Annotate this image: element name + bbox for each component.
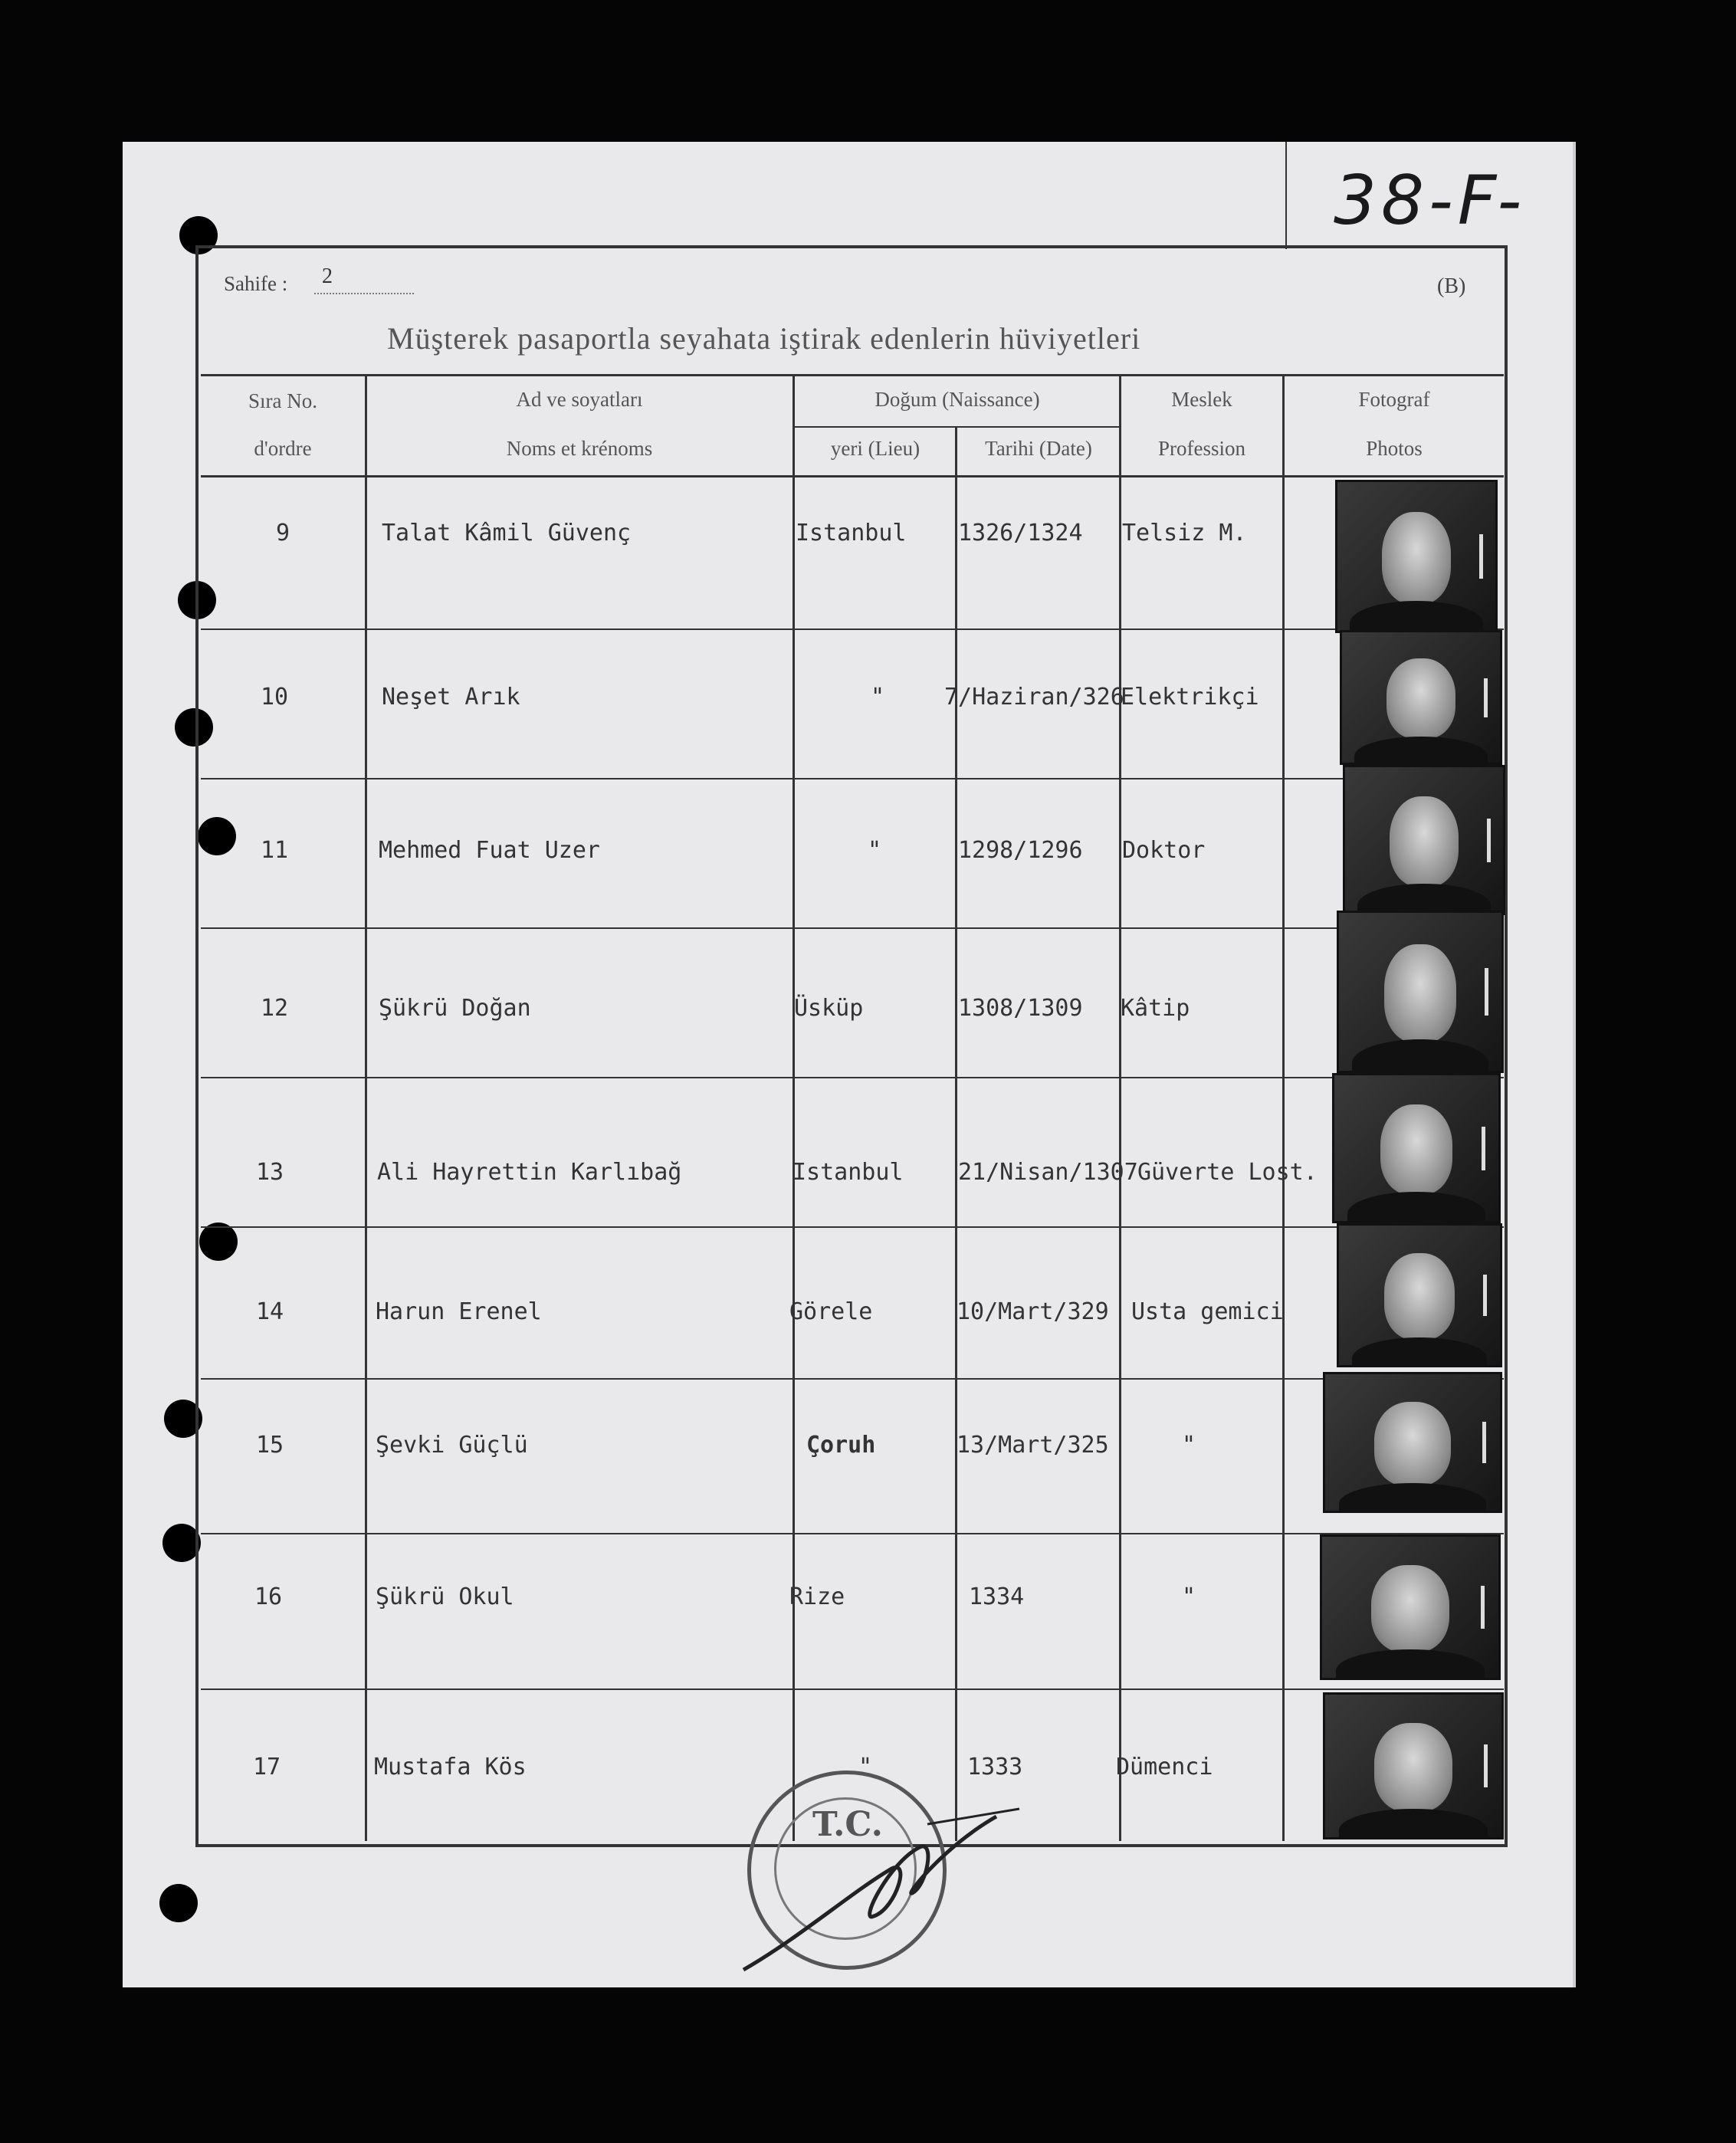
portrait-photo [1335, 480, 1498, 633]
row-divider [201, 927, 1504, 929]
birth-place-header: yeri (Lieu) [830, 437, 921, 460]
stamp-text: T.C. [812, 1805, 883, 1844]
photo-header-2: Photos [1366, 437, 1423, 460]
row-name: Neşet Arık [382, 684, 520, 711]
row-birth-date: 1333 [967, 1754, 1023, 1780]
photo-header-1: Fotograf [1358, 388, 1430, 411]
portrait-photo [1337, 1223, 1502, 1367]
row-divider [201, 1688, 1504, 1690]
row-birth-date: 1298/1296 [958, 837, 1083, 864]
column-divider [1282, 376, 1285, 1841]
form-title: Müşterek pasaportla seyahata iştirak edenlerin hüviyetleri [387, 321, 1141, 356]
row-profession: Dümenci [1116, 1754, 1213, 1780]
row-number: 13 [256, 1159, 284, 1186]
row-divider [201, 778, 1504, 779]
row-birth-place: " [858, 1754, 873, 1780]
row-number: 16 [254, 1583, 283, 1610]
row-divider [201, 1077, 1504, 1078]
row-profession: " [1182, 1432, 1196, 1459]
portrait-photo [1332, 1073, 1501, 1223]
profession-header-1: Meslek [1171, 388, 1232, 411]
row-birth-place: Istanbul [793, 1159, 904, 1186]
row-divider [201, 628, 1504, 630]
row-birth-date: 1334 [969, 1583, 1025, 1610]
row-birth-date: 21/Nisan/1307 [958, 1159, 1138, 1186]
row-name: Mustafa Kös [374, 1754, 527, 1780]
column-divider [1119, 376, 1121, 1841]
birth-header: Doğum (Naissance) [875, 388, 1040, 411]
row-name: Şevki Güçlü [376, 1432, 528, 1459]
row-number: 12 [261, 995, 289, 1022]
row-birth-place: Rize [789, 1583, 845, 1610]
row-number: 17 [253, 1754, 281, 1780]
portrait-photo [1340, 630, 1502, 765]
column-divider [365, 376, 367, 1841]
row-profession: Elektrikçi [1121, 684, 1259, 711]
page-number: 2 [322, 264, 333, 288]
name-header-2: Noms et krénoms [506, 437, 653, 460]
row-birth-date: 1308/1309 [958, 995, 1083, 1022]
row-number: 10 [261, 684, 289, 711]
profession-header-2: Profession [1158, 437, 1245, 460]
column-divider [955, 428, 957, 1841]
sheet-letter: (B) [1437, 274, 1466, 298]
row-divider [201, 1226, 1504, 1228]
row-name: Şükrü Doğan [379, 995, 531, 1022]
signature [736, 1801, 1027, 1985]
portrait-photo [1343, 765, 1505, 915]
row-birth-place: Istanbul [796, 520, 907, 546]
portrait-photo [1323, 1692, 1504, 1839]
row-divider [201, 1378, 1504, 1380]
row-birth-date: 13/Mart/325 [957, 1432, 1109, 1459]
row-profession: Usta gemici [1131, 1298, 1284, 1325]
row-number: 15 [256, 1432, 284, 1459]
row-name: Harun Erenel [376, 1298, 542, 1325]
portrait-photo [1337, 911, 1504, 1073]
row-profession: Telsiz M. [1122, 520, 1247, 546]
row-profession: Kâtip [1121, 995, 1190, 1022]
portrait-photo [1323, 1372, 1502, 1513]
row-name: Talat Kâmil Güvenç [382, 520, 632, 546]
row-birth-place: Çoruh [806, 1432, 876, 1459]
row-birth-date: 7/Haziran/326 [944, 684, 1124, 711]
row-name: Şükrü Okul [376, 1583, 514, 1610]
row-birth-place: Üsküp [794, 995, 864, 1022]
reference-mark: 38-F- [1334, 161, 1527, 240]
birth-subheader-line [794, 426, 1121, 428]
row-number: 9 [276, 520, 290, 546]
order-header-1: Sıra No. [248, 389, 317, 412]
margin-line [1285, 142, 1287, 249]
order-header-2: d'ordre [254, 437, 312, 460]
header-bottom-line [201, 475, 1504, 477]
row-number: 14 [256, 1298, 284, 1325]
row-name: Ali Hayrettin Karlıbağ [377, 1159, 682, 1186]
row-profession: Güverte Lost. [1137, 1159, 1318, 1186]
page-number-underline [314, 293, 414, 294]
portrait-photo [1320, 1534, 1501, 1680]
row-birth-date: 10/Mart/329 [957, 1298, 1109, 1325]
row-birth-place: " [868, 837, 882, 864]
punch-hole [159, 1884, 198, 1922]
row-birth-date: 1326/1324 [958, 520, 1083, 546]
column-divider [793, 376, 795, 1841]
birth-date-header: Tarihi (Date) [985, 437, 1092, 460]
row-divider [201, 1533, 1504, 1534]
row-profession: " [1182, 1583, 1196, 1610]
row-number: 11 [261, 837, 289, 864]
row-profession: Doktor [1122, 837, 1206, 864]
header-top-line [201, 374, 1504, 376]
name-header-1: Ad ve soyatları [516, 388, 643, 411]
row-birth-place: " [871, 684, 885, 711]
row-birth-place: Görele [789, 1298, 873, 1325]
row-name: Mehmed Fuat Uzer [379, 837, 600, 864]
page-label: Sahife : [224, 272, 288, 295]
